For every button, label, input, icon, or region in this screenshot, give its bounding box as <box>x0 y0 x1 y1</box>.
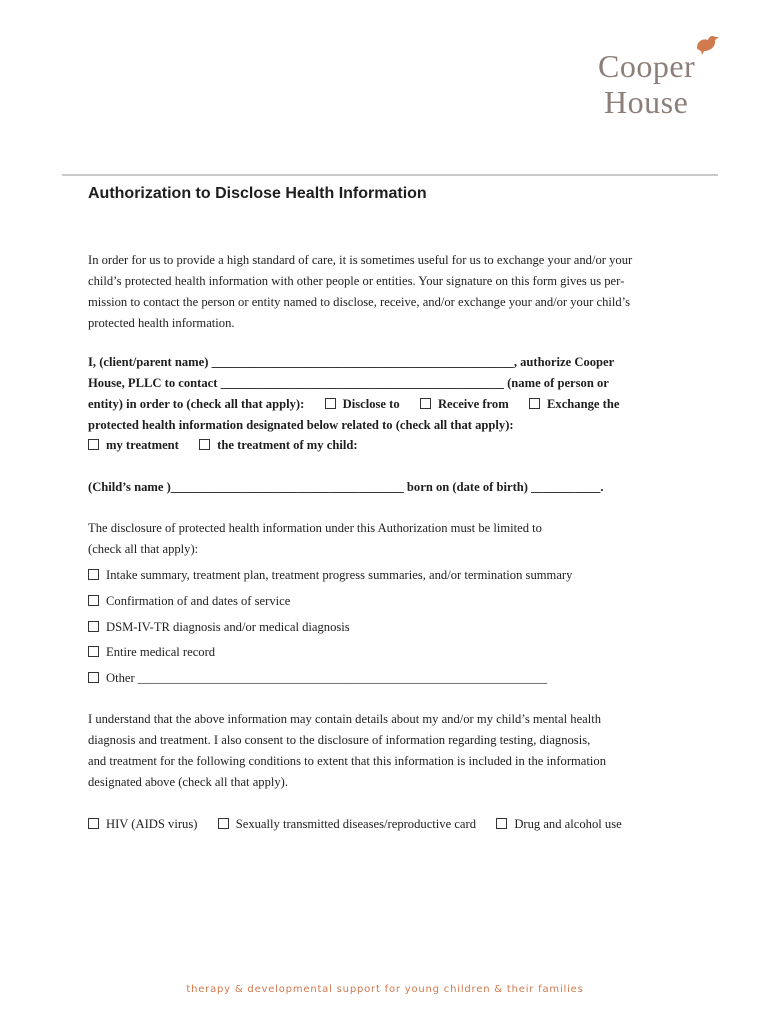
limit-option-label: Intake summary, treatment plan, treatment progress summaries, and/or termination summary <box>106 568 573 582</box>
entire-record-checkbox[interactable] <box>88 646 99 657</box>
consent-line: I understand that the above information may contain details about my and/or my child’s mental health <box>88 712 602 726</box>
document-title: Authorization to Disclose Health Information <box>88 185 427 202</box>
consent-line: diagnosis and treatment. I also consent to the disclosure of information regarding testing, diagnosis, <box>88 733 591 747</box>
header-divider <box>62 174 718 176</box>
exchange-label: Exchange the <box>547 397 620 411</box>
hiv-label: HIV (AIDS virus) <box>106 817 198 831</box>
drug-alcohol-checkbox[interactable] <box>496 818 507 829</box>
limit-option-record <box>88 645 215 660</box>
confirmation-checkbox[interactable] <box>88 595 99 606</box>
hiv-checkbox[interactable] <box>88 818 99 829</box>
limit-option-confirmation <box>88 594 290 609</box>
std-checkbox[interactable] <box>218 818 229 829</box>
contact-line: House, PLLC to contact _____________________________________________ (name of person or <box>88 376 609 390</box>
condition-options-line <box>88 817 622 832</box>
my-treatment-checkbox[interactable] <box>88 439 99 450</box>
bird-icon <box>694 34 720 56</box>
intro-line: protected health information. <box>88 316 235 330</box>
logo-word-cooper: Cooper <box>598 48 696 84</box>
intake-summary-checkbox[interactable] <box>88 569 99 580</box>
limit-option-label: Other _________________________________________________________________ <box>106 671 548 685</box>
diagnosis-checkbox[interactable] <box>88 621 99 632</box>
limit-option-label: DSM-IV-TR diagnosis and/or medical diagnosis <box>106 620 350 634</box>
limit-option-other <box>88 671 547 686</box>
disclose-to-label: Disclose to <box>342 397 400 411</box>
drug-alcohol-label: Drug and alcohol use <box>514 817 622 831</box>
logo-word-house: House <box>604 84 689 120</box>
cooper-house-logo <box>598 48 728 128</box>
intro-line: In order for us to provide a high standard of care, it is sometimes useful for us to exchange your and/or your <box>88 253 633 267</box>
related-options-line <box>88 438 358 453</box>
limit-intro-line: The disclosure of protected health information under this Authorization must be limited to <box>88 521 542 535</box>
intro-paragraph <box>88 250 688 334</box>
other-checkbox[interactable] <box>88 672 99 683</box>
footer-tagline: therapy & developmental support for young children & their families <box>186 984 584 995</box>
client-name-line: I, (client/parent name) ________________________________________________, authorize Cooper <box>88 355 615 369</box>
child-name-line: (Child’s name )_____________________________________ born on (date of birth) ___________. <box>88 480 604 494</box>
exchange-checkbox[interactable] <box>529 398 540 409</box>
limit-option-label: Confirmation of and dates of service <box>106 594 291 608</box>
child-treatment-checkbox[interactable] <box>199 439 210 450</box>
limit-option-label: Entire medical record <box>106 645 216 659</box>
disclose-to-checkbox[interactable] <box>325 398 336 409</box>
limit-option-diagnosis <box>88 620 350 635</box>
intro-line: mission to contact the person or entity named to disclose, receive, and/or exchange your and/or your child’s <box>88 295 631 309</box>
intro-line: child’s protected health information with other people or entities. Your signature on this form gives us per- <box>88 274 625 288</box>
consent-line: and treatment for the following conditions to extent that this information is included in the information <box>88 754 606 768</box>
std-label: Sexually transmitted diseases/reproductive card <box>235 817 476 831</box>
receive-from-checkbox[interactable] <box>420 398 431 409</box>
child-treatment-label: the treatment of my child: <box>217 438 358 452</box>
action-options-label: entity) in order to (check all that apply): <box>88 397 305 411</box>
receive-from-label: Receive from <box>437 397 509 411</box>
designated-line: protected health information designated below related to (check all that apply): <box>88 418 514 432</box>
limit-intro-line: (check all that apply): <box>88 542 199 556</box>
limit-option-intake <box>88 568 572 583</box>
action-options-line <box>88 397 619 412</box>
my-treatment-label: my treatment <box>106 438 179 452</box>
consent-line: designated above (check all that apply). <box>88 775 289 789</box>
